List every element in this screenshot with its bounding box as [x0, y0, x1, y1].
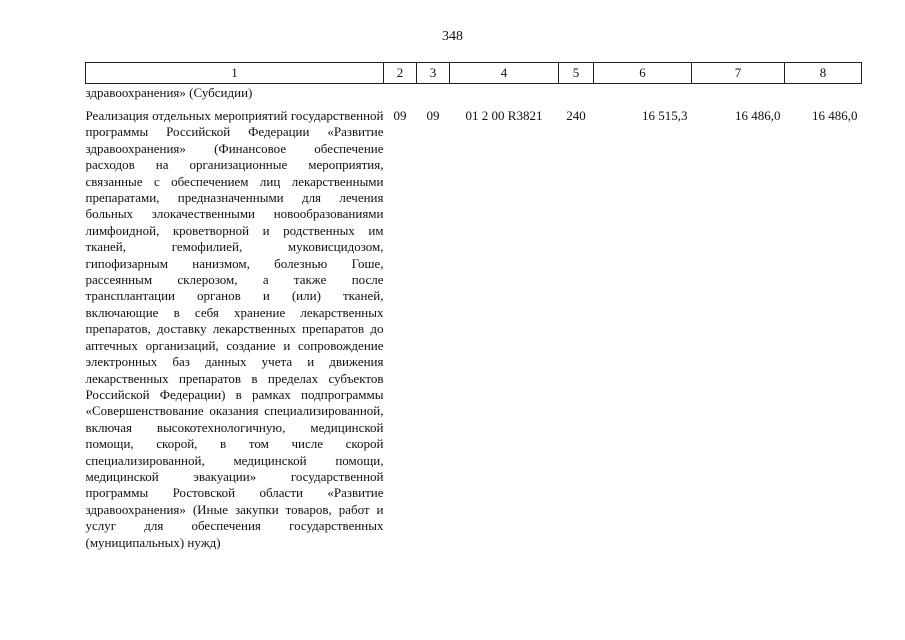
header-col-4: 4 — [450, 63, 559, 84]
row-amount-col7: 16 486,0 — [735, 108, 781, 123]
row-description: Реализация отдельных мероприятий государственной программы Российской Федерации «Развитие здравоохранения» (Финансовое обеспечение расходов на организационные мероприятия, связанные с обеспечением лиц лекарственными препаратами, предназначенными для лечения больных злокачественными новообразованиями лимфоидной, кроветворной и родственных им тканей, гемофилией, муковисцидозом, гипофизарным нанизмом, болезнью Гоше, рассеянным склерозом, а также после трансплантации органов и (или) тканей, включающие в себя хранение лекарственных препаратов, доставку лекарственных препаратов до аптечных организаций, создание и сопровождение электронных баз данных учета и движения лекарственных препаратов в пределах субъектов Российской Федерации) в рамках подпрограммы «Совершенствование оказания специализированной, включая высокотехнологичную, медицинской помощи, скорой, в том числе скорой специализированной, медицинской помощи, медицинской эвакуации» государственной программы Ростовской области «Развитие здравоохранения» (Иные закупки товаров, работ и услуг для обеспечения государственных (муниципальных) нужд) — [85, 108, 384, 550]
continuation-text: здравоохранения» (Субсидии) — [85, 85, 253, 100]
continuation-row — [86, 84, 862, 109]
row-amount-col6: 16 515,3 — [642, 108, 688, 123]
header-row — [86, 63, 862, 84]
row-target-code: 01 2 00 R3821 — [465, 108, 543, 123]
header-col-6: 6 — [594, 63, 692, 84]
row-expense-type: 240 — [566, 108, 586, 123]
header-col-3: 3 — [417, 63, 450, 84]
page-number: 348 — [442, 29, 463, 44]
header-col-5: 5 — [559, 63, 594, 84]
header-col-2: 2 — [384, 63, 417, 84]
row-subsection: 09 — [426, 108, 440, 123]
table-row — [86, 108, 862, 551]
budget-table — [85, 62, 862, 551]
header-col-7: 7 — [692, 63, 785, 84]
header-col-8: 8 — [785, 63, 862, 84]
header-col-1: 1 — [86, 63, 384, 84]
row-section: 09 — [393, 108, 407, 123]
row-amount-col8: 16 486,0 — [812, 108, 858, 123]
